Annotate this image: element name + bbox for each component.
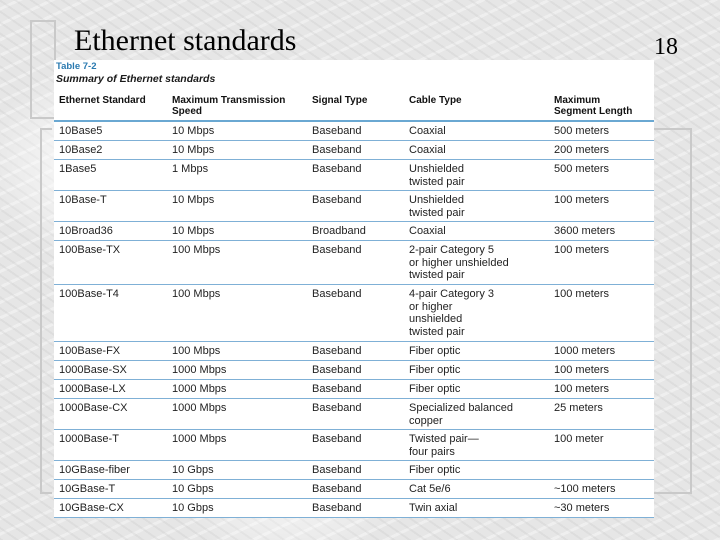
cell-signal-type: Baseband	[312, 345, 362, 357]
cell-standard: 100Base-FX	[59, 345, 121, 357]
cell-standard: 10Base-T	[59, 194, 107, 206]
header-cell-standard: Ethernet Standard	[59, 95, 146, 106]
cell-speed: 1000 Mbps	[172, 433, 227, 445]
cell-cable-type: Fiber optic	[409, 345, 461, 357]
cell-speed: 1000 Mbps	[172, 383, 227, 395]
table-row	[54, 241, 654, 285]
cell-standard: 10GBase-fiber	[59, 464, 130, 476]
cell-segment-length: 100 meters	[554, 288, 610, 300]
slide-title: Ethernet standards	[74, 24, 297, 57]
cell-standard: 1000Base-SX	[59, 364, 127, 376]
decorative-frame-left	[30, 20, 56, 119]
cell-speed: 10 Mbps	[172, 194, 215, 206]
cell-standard: 100Base-T4	[59, 288, 119, 300]
cell-cable-type: Unshielded twisted pair	[409, 194, 465, 219]
table-row	[54, 122, 654, 141]
table-row	[54, 480, 654, 499]
table-row	[54, 430, 654, 461]
cell-standard: 1Base5	[59, 163, 97, 175]
table-row	[54, 342, 654, 361]
cell-standard: 1000Base-T	[59, 433, 119, 445]
cell-signal-type: Baseband	[312, 502, 362, 514]
header-cell-segment-length: Maximum Segment Length	[554, 95, 633, 117]
cell-cable-type: 4-pair Category 3 or higher unshielded twisted pair	[409, 288, 494, 338]
cell-standard: 10GBase-T	[59, 483, 116, 495]
cell-standard: 10Base2	[59, 144, 103, 156]
cell-cable-type: Specialized balanced copper	[409, 402, 513, 427]
cell-speed: 100 Mbps	[172, 345, 221, 357]
cell-speed: 1 Mbps	[172, 163, 209, 175]
cell-cable-type: Coaxial	[409, 225, 446, 237]
table-row	[54, 222, 654, 241]
cell-standard: 10Broad36	[59, 225, 113, 237]
decorative-frame-right	[654, 128, 692, 494]
cell-standard: 1000Base-LX	[59, 383, 126, 395]
cell-speed: 100 Mbps	[172, 244, 221, 256]
header-cell-speed: Maximum Transmission Speed	[172, 95, 286, 117]
table-row	[54, 285, 654, 342]
cell-segment-length: 500 meters	[554, 163, 610, 175]
cell-speed: 10 Gbps	[172, 502, 214, 514]
cell-signal-type: Baseband	[312, 364, 362, 376]
cell-speed: 10 Mbps	[172, 144, 215, 156]
table-title: Summary of Ethernet standards	[56, 73, 216, 85]
cell-standard: 10Base5	[59, 125, 103, 137]
cell-cable-type: Fiber optic	[409, 364, 461, 376]
table-row	[54, 191, 654, 222]
cell-segment-length: 1000 meters	[554, 345, 616, 357]
cell-speed: 10 Gbps	[172, 483, 214, 495]
cell-speed: 100 Mbps	[172, 288, 221, 300]
table-row	[54, 399, 654, 430]
cell-cable-type: Cat 5e/6	[409, 483, 451, 495]
cell-cable-type: Unshielded twisted pair	[409, 163, 465, 188]
table-row	[54, 141, 654, 160]
table-number: Table 7-2	[56, 61, 97, 72]
cell-signal-type: Baseband	[312, 383, 362, 395]
ethernet-standards-table	[54, 60, 654, 518]
cell-segment-length: 100 meters	[554, 383, 610, 395]
cell-signal-type: Baseband	[312, 402, 362, 414]
cell-signal-type: Baseband	[312, 244, 362, 256]
cell-segment-length: ~100 meters	[554, 483, 616, 495]
cell-segment-length: 100 meters	[554, 244, 610, 256]
cell-segment-length: 500 meters	[554, 125, 610, 137]
cell-segment-length: 200 meters	[554, 144, 610, 156]
cell-segment-length: 3600 meters	[554, 225, 616, 237]
cell-signal-type: Baseband	[312, 163, 362, 175]
cell-cable-type: Twisted pair— four pairs	[409, 433, 479, 458]
decorative-frame-bottom	[40, 128, 52, 494]
cell-standard: 10GBase-CX	[59, 502, 124, 514]
cell-signal-type: Baseband	[312, 144, 362, 156]
cell-standard: 1000Base-CX	[59, 402, 128, 414]
cell-speed: 1000 Mbps	[172, 402, 227, 414]
cell-speed: 10 Mbps	[172, 225, 215, 237]
cell-standard: 100Base-TX	[59, 244, 121, 256]
table-row	[54, 160, 654, 191]
cell-cable-type: Fiber optic	[409, 464, 461, 476]
cell-segment-length: 100 meter	[554, 433, 604, 445]
cell-speed: 1000 Mbps	[172, 364, 227, 376]
cell-segment-length: 25 meters	[554, 402, 603, 414]
table-row	[54, 461, 654, 480]
cell-cable-type: Fiber optic	[409, 383, 461, 395]
cell-signal-type: Baseband	[312, 125, 362, 137]
cell-signal-type: Baseband	[312, 464, 362, 476]
cell-speed: 10 Gbps	[172, 464, 214, 476]
header-cell-signal-type: Signal Type	[312, 95, 368, 106]
cell-segment-length: 100 meters	[554, 194, 610, 206]
cell-segment-length: ~30 meters	[554, 502, 610, 514]
cell-signal-type: Baseband	[312, 288, 362, 300]
header-cell-cable-type: Cable Type	[409, 95, 462, 106]
cell-signal-type: Broadband	[312, 225, 366, 237]
cell-signal-type: Baseband	[312, 433, 362, 445]
cell-cable-type: Coaxial	[409, 144, 446, 156]
cell-cable-type: Coaxial	[409, 125, 446, 137]
cell-speed: 10 Mbps	[172, 125, 215, 137]
table-row	[54, 361, 654, 380]
cell-signal-type: Baseband	[312, 194, 362, 206]
page-number: 18	[654, 34, 678, 60]
cell-cable-type: 2-pair Category 5 or higher unshielded twisted pair	[409, 244, 509, 281]
cell-signal-type: Baseband	[312, 483, 362, 495]
cell-segment-length: 100 meters	[554, 364, 610, 376]
cell-cable-type: Twin axial	[409, 502, 458, 514]
table-row	[54, 499, 654, 518]
table-row	[54, 380, 654, 399]
